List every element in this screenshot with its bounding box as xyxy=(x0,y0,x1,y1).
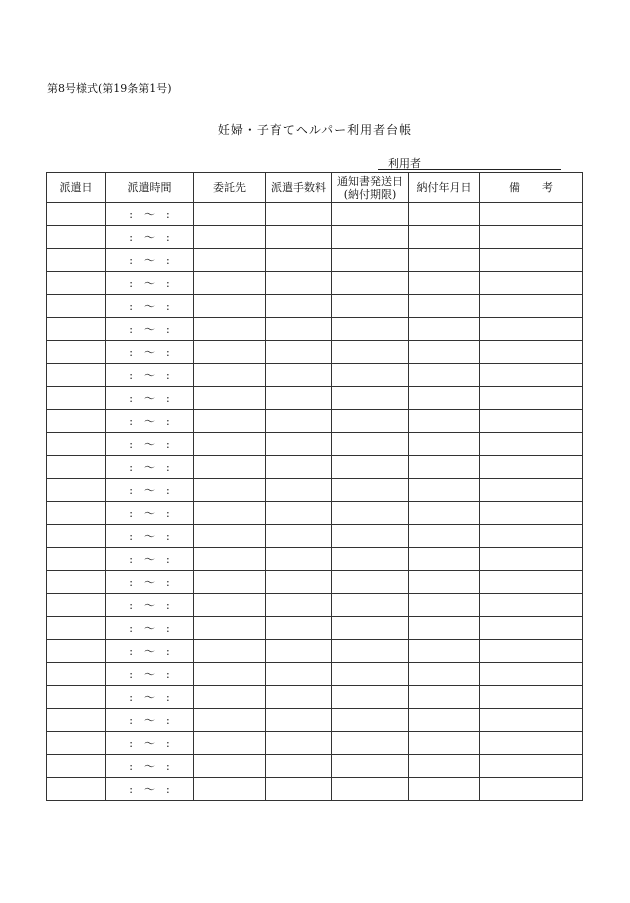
cell-dispatch-time[interactable]: : 〜 : xyxy=(106,617,194,640)
cell-contractor[interactable] xyxy=(194,272,266,295)
cell-contractor[interactable] xyxy=(194,525,266,548)
cell-remarks[interactable] xyxy=(480,318,583,341)
cell-remarks[interactable] xyxy=(480,226,583,249)
cell-notice-date[interactable] xyxy=(332,364,409,387)
cell-remarks[interactable] xyxy=(480,640,583,663)
table-row xyxy=(47,548,583,571)
cell-notice-date[interactable] xyxy=(332,640,409,663)
cell-contractor[interactable] xyxy=(194,594,266,617)
cell-contractor[interactable] xyxy=(194,433,266,456)
cell-contractor[interactable] xyxy=(194,479,266,502)
cell-remarks[interactable] xyxy=(480,594,583,617)
cell-dispatch-time[interactable]: : 〜 : xyxy=(106,548,194,571)
header-row xyxy=(47,173,583,203)
cell-dispatch-time[interactable]: : 〜 : xyxy=(106,249,194,272)
cell-payment-date[interactable] xyxy=(409,272,480,295)
table-row xyxy=(47,295,583,318)
user-name-field[interactable] xyxy=(378,155,561,170)
cell-dispatch-fee[interactable] xyxy=(266,525,332,548)
cell-dispatch-time[interactable]: : 〜 : xyxy=(106,502,194,525)
cell-dispatch-fee[interactable] xyxy=(266,410,332,433)
cell-dispatch-date[interactable] xyxy=(47,226,106,249)
cell-notice-date[interactable] xyxy=(332,732,409,755)
cell-dispatch-date[interactable] xyxy=(47,709,106,732)
cell-dispatch-time[interactable]: : 〜 : xyxy=(106,318,194,341)
cell-notice-date[interactable] xyxy=(332,387,409,410)
cell-remarks[interactable] xyxy=(480,341,583,364)
cell-payment-date[interactable] xyxy=(409,778,480,801)
cell-payment-date[interactable] xyxy=(409,433,480,456)
cell-notice-date[interactable] xyxy=(332,226,409,249)
cell-payment-date[interactable] xyxy=(409,341,480,364)
cell-contractor[interactable] xyxy=(194,502,266,525)
header-payment-date: 納付年月日 xyxy=(409,173,480,203)
cell-payment-date[interactable] xyxy=(409,525,480,548)
cell-dispatch-time[interactable]: : 〜 : xyxy=(106,203,194,226)
table-row xyxy=(47,709,583,732)
header-remarks: 備 考 xyxy=(480,173,583,203)
table-row xyxy=(47,732,583,755)
cell-dispatch-date[interactable] xyxy=(47,272,106,295)
cell-dispatch-time[interactable]: : 〜 : xyxy=(106,341,194,364)
cell-contractor[interactable] xyxy=(194,686,266,709)
cell-dispatch-date[interactable] xyxy=(47,663,106,686)
cell-payment-date[interactable] xyxy=(409,548,480,571)
cell-remarks[interactable] xyxy=(480,732,583,755)
cell-payment-date[interactable] xyxy=(409,709,480,732)
cell-contractor[interactable] xyxy=(194,732,266,755)
cell-dispatch-fee[interactable] xyxy=(266,433,332,456)
cell-dispatch-time[interactable]: : 〜 : xyxy=(106,732,194,755)
cell-payment-date[interactable] xyxy=(409,617,480,640)
cell-dispatch-time[interactable]: : 〜 : xyxy=(106,709,194,732)
cell-contractor[interactable] xyxy=(194,318,266,341)
cell-payment-date[interactable] xyxy=(409,295,480,318)
cell-dispatch-date[interactable] xyxy=(47,203,106,226)
cell-notice-date[interactable] xyxy=(332,525,409,548)
cell-payment-date[interactable] xyxy=(409,387,480,410)
cell-payment-date[interactable] xyxy=(409,318,480,341)
cell-notice-date[interactable] xyxy=(332,548,409,571)
cell-contractor[interactable] xyxy=(194,571,266,594)
cell-payment-date[interactable] xyxy=(409,755,480,778)
cell-remarks[interactable] xyxy=(480,295,583,318)
form-number-label: 第8号様式(第19条第1号) xyxy=(47,82,172,95)
cell-dispatch-date[interactable] xyxy=(47,640,106,663)
table-row xyxy=(47,502,583,525)
cell-dispatch-fee[interactable] xyxy=(266,502,332,525)
cell-payment-date[interactable] xyxy=(409,686,480,709)
cell-remarks[interactable] xyxy=(480,686,583,709)
cell-notice-date[interactable] xyxy=(332,318,409,341)
header-dispatch-time: 派遣時間 xyxy=(106,173,194,203)
cell-contractor[interactable] xyxy=(194,663,266,686)
cell-dispatch-date[interactable] xyxy=(47,571,106,594)
cell-payment-date[interactable] xyxy=(409,249,480,272)
cell-dispatch-fee[interactable] xyxy=(266,709,332,732)
cell-contractor[interactable] xyxy=(194,778,266,801)
cell-contractor[interactable] xyxy=(194,456,266,479)
cell-notice-date[interactable] xyxy=(332,479,409,502)
cell-contractor[interactable] xyxy=(194,295,266,318)
cell-notice-date[interactable] xyxy=(332,686,409,709)
table-row xyxy=(47,226,583,249)
cell-remarks[interactable] xyxy=(480,364,583,387)
cell-dispatch-fee[interactable] xyxy=(266,364,332,387)
cell-remarks[interactable] xyxy=(480,663,583,686)
table-row xyxy=(47,594,583,617)
cell-contractor[interactable] xyxy=(194,387,266,410)
cell-remarks[interactable] xyxy=(480,778,583,801)
cell-notice-date[interactable] xyxy=(332,502,409,525)
cell-notice-date[interactable] xyxy=(332,617,409,640)
cell-dispatch-date[interactable] xyxy=(47,433,106,456)
cell-dispatch-fee[interactable] xyxy=(266,318,332,341)
cell-dispatch-date[interactable] xyxy=(47,341,106,364)
cell-dispatch-date[interactable] xyxy=(47,318,106,341)
cell-remarks[interactable] xyxy=(480,387,583,410)
cell-dispatch-fee[interactable] xyxy=(266,295,332,318)
cell-contractor[interactable] xyxy=(194,548,266,571)
cell-dispatch-date[interactable] xyxy=(47,479,106,502)
header-notice-line1: 通知書発送日 xyxy=(337,174,403,188)
cell-contractor[interactable] xyxy=(194,341,266,364)
cell-dispatch-fee[interactable] xyxy=(266,594,332,617)
cell-payment-date[interactable] xyxy=(409,203,480,226)
cell-dispatch-time[interactable]: : 〜 : xyxy=(106,226,194,249)
cell-dispatch-fee[interactable] xyxy=(266,479,332,502)
cell-dispatch-date[interactable] xyxy=(47,594,106,617)
cell-remarks[interactable] xyxy=(480,433,583,456)
table-row xyxy=(47,617,583,640)
cell-dispatch-time[interactable]: : 〜 : xyxy=(106,778,194,801)
cell-dispatch-fee[interactable] xyxy=(266,548,332,571)
cell-dispatch-fee[interactable] xyxy=(266,387,332,410)
cell-dispatch-time[interactable]: : 〜 : xyxy=(106,410,194,433)
cell-dispatch-date[interactable] xyxy=(47,502,106,525)
cell-contractor[interactable] xyxy=(194,364,266,387)
cell-dispatch-date[interactable] xyxy=(47,410,106,433)
cell-dispatch-time[interactable]: : 〜 : xyxy=(106,663,194,686)
table-row xyxy=(47,525,583,548)
table-row xyxy=(47,341,583,364)
cell-remarks[interactable] xyxy=(480,709,583,732)
cell-payment-date[interactable] xyxy=(409,226,480,249)
ledger-table xyxy=(46,172,583,801)
cell-dispatch-time[interactable]: : 〜 : xyxy=(106,571,194,594)
cell-notice-date[interactable] xyxy=(332,709,409,732)
table-row xyxy=(47,686,583,709)
cell-remarks[interactable] xyxy=(480,571,583,594)
cell-notice-date[interactable] xyxy=(332,778,409,801)
cell-dispatch-date[interactable] xyxy=(47,456,106,479)
cell-notice-date[interactable] xyxy=(332,410,409,433)
table-row xyxy=(47,663,583,686)
cell-payment-date[interactable] xyxy=(409,502,480,525)
table-row xyxy=(47,456,583,479)
document-title: 妊婦・子育てヘルパー利用者台帳 xyxy=(217,123,413,137)
table-row xyxy=(47,272,583,295)
cell-notice-date[interactable] xyxy=(332,272,409,295)
cell-remarks[interactable] xyxy=(480,410,583,433)
cell-dispatch-fee[interactable] xyxy=(266,778,332,801)
cell-payment-date[interactable] xyxy=(409,456,480,479)
cell-dispatch-fee[interactable] xyxy=(266,226,332,249)
cell-notice-date[interactable] xyxy=(332,755,409,778)
cell-remarks[interactable] xyxy=(480,525,583,548)
cell-notice-date[interactable] xyxy=(332,594,409,617)
cell-dispatch-fee[interactable] xyxy=(266,755,332,778)
table-row xyxy=(47,479,583,502)
table-row xyxy=(47,249,583,272)
cell-notice-date[interactable] xyxy=(332,203,409,226)
cell-dispatch-fee[interactable] xyxy=(266,617,332,640)
cell-remarks[interactable] xyxy=(480,548,583,571)
cell-notice-date[interactable] xyxy=(332,341,409,364)
header-notice-date xyxy=(332,173,409,203)
cell-remarks[interactable] xyxy=(480,272,583,295)
cell-remarks[interactable] xyxy=(480,617,583,640)
cell-dispatch-date[interactable] xyxy=(47,755,106,778)
cell-dispatch-fee[interactable] xyxy=(266,732,332,755)
cell-dispatch-fee[interactable] xyxy=(266,249,332,272)
table-row xyxy=(47,203,583,226)
cell-dispatch-date[interactable] xyxy=(47,249,106,272)
cell-dispatch-fee[interactable] xyxy=(266,203,332,226)
cell-remarks[interactable] xyxy=(480,755,583,778)
table-row xyxy=(47,433,583,456)
cell-dispatch-time[interactable]: : 〜 : xyxy=(106,640,194,663)
table-row xyxy=(47,318,583,341)
table-row xyxy=(47,387,583,410)
header-contractor: 委託先 xyxy=(194,173,266,203)
cell-contractor[interactable] xyxy=(194,410,266,433)
cell-dispatch-fee[interactable] xyxy=(266,640,332,663)
cell-dispatch-time[interactable]: : 〜 : xyxy=(106,433,194,456)
cell-dispatch-time[interactable]: : 〜 : xyxy=(106,479,194,502)
cell-payment-date[interactable] xyxy=(409,479,480,502)
cell-remarks[interactable] xyxy=(480,203,583,226)
cell-dispatch-date[interactable] xyxy=(47,525,106,548)
cell-dispatch-fee[interactable] xyxy=(266,456,332,479)
cell-payment-date[interactable] xyxy=(409,732,480,755)
cell-dispatch-time[interactable]: : 〜 : xyxy=(106,272,194,295)
cell-dispatch-date[interactable] xyxy=(47,686,106,709)
cell-dispatch-date[interactable] xyxy=(47,732,106,755)
table-row xyxy=(47,640,583,663)
table-row xyxy=(47,410,583,433)
cell-contractor[interactable] xyxy=(194,755,266,778)
cell-notice-date[interactable] xyxy=(332,249,409,272)
table-row xyxy=(47,755,583,778)
cell-contractor[interactable] xyxy=(194,203,266,226)
cell-payment-date[interactable] xyxy=(409,410,480,433)
cell-dispatch-time[interactable]: : 〜 : xyxy=(106,755,194,778)
cell-notice-date[interactable] xyxy=(332,571,409,594)
cell-payment-date[interactable] xyxy=(409,571,480,594)
cell-dispatch-fee[interactable] xyxy=(266,663,332,686)
cell-dispatch-fee[interactable] xyxy=(266,571,332,594)
cell-remarks[interactable] xyxy=(480,249,583,272)
table-row xyxy=(47,571,583,594)
cell-dispatch-time[interactable]: : 〜 : xyxy=(106,456,194,479)
cell-dispatch-time[interactable]: : 〜 : xyxy=(106,686,194,709)
cell-dispatch-date[interactable] xyxy=(47,364,106,387)
cell-payment-date[interactable] xyxy=(409,640,480,663)
table-row xyxy=(47,778,583,801)
cell-dispatch-time[interactable]: : 〜 : xyxy=(106,525,194,548)
cell-dispatch-date[interactable] xyxy=(47,295,106,318)
cell-dispatch-date[interactable] xyxy=(47,387,106,410)
cell-contractor[interactable] xyxy=(194,709,266,732)
cell-payment-date[interactable] xyxy=(409,663,480,686)
cell-dispatch-date[interactable] xyxy=(47,548,106,571)
cell-notice-date[interactable] xyxy=(332,433,409,456)
cell-dispatch-time[interactable]: : 〜 : xyxy=(106,387,194,410)
cell-dispatch-time[interactable]: : 〜 : xyxy=(106,594,194,617)
cell-notice-date[interactable] xyxy=(332,663,409,686)
cell-dispatch-time[interactable]: : 〜 : xyxy=(106,295,194,318)
header-notice-line2: (納付期限) xyxy=(343,187,397,201)
cell-dispatch-fee[interactable] xyxy=(266,341,332,364)
cell-remarks[interactable] xyxy=(480,502,583,525)
cell-remarks[interactable] xyxy=(480,456,583,479)
ledger-body xyxy=(47,203,583,801)
header-dispatch-fee: 派遣手数料 xyxy=(266,173,332,203)
cell-contractor[interactable] xyxy=(194,226,266,249)
cell-dispatch-date[interactable] xyxy=(47,778,106,801)
cell-dispatch-fee[interactable] xyxy=(266,686,332,709)
cell-payment-date[interactable] xyxy=(409,364,480,387)
table-row xyxy=(47,364,583,387)
cell-contractor[interactable] xyxy=(194,640,266,663)
user-label: 利用者 xyxy=(388,157,421,170)
cell-payment-date[interactable] xyxy=(409,594,480,617)
header-dispatch-date: 派遣日 xyxy=(47,173,106,203)
cell-dispatch-date[interactable] xyxy=(47,617,106,640)
cell-notice-date[interactable] xyxy=(332,456,409,479)
cell-notice-date[interactable] xyxy=(332,295,409,318)
cell-dispatch-fee[interactable] xyxy=(266,272,332,295)
cell-contractor[interactable] xyxy=(194,617,266,640)
cell-remarks[interactable] xyxy=(480,479,583,502)
cell-dispatch-time[interactable]: : 〜 : xyxy=(106,364,194,387)
cell-contractor[interactable] xyxy=(194,249,266,272)
